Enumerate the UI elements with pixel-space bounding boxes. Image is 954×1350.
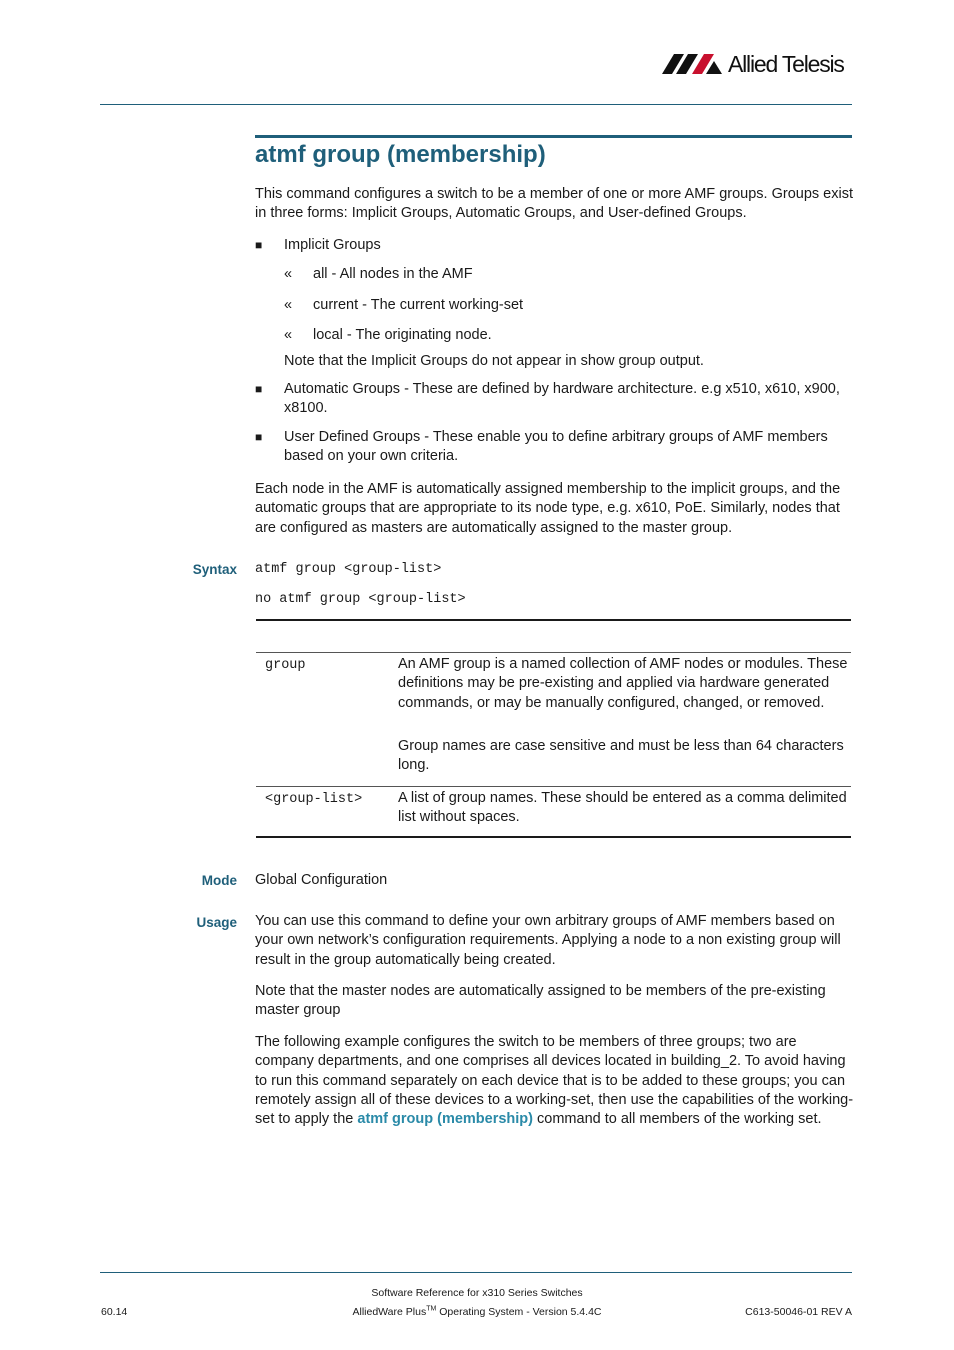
bullet-user-defined-groups: User Defined Groups - These enable you to define arbitrary groups of AMF members based on your own criteria. <box>284 429 828 465</box>
logo-mark-icon <box>662 53 724 75</box>
bullet-implicit-groups: Implicit Groups <box>284 237 381 253</box>
sub-bullet-marker: « <box>284 327 293 343</box>
usage-paragraph-1: You can use this command to define your own arbitrary groups of AMF members based on your own network’s configuration requirements. Applying a node to a non existing group will result in the group automatically being created. <box>255 913 841 968</box>
sub-bullet-current: current - The current working-set <box>313 297 524 313</box>
footer-trademark: TM <box>426 1305 437 1313</box>
allied-telesis-logo <box>662 50 854 78</box>
header-rule <box>100 104 852 105</box>
bullet-marker: ■ <box>255 238 263 252</box>
bullet-marker: ■ <box>255 382 263 396</box>
table-row-rule <box>256 786 851 787</box>
param-name-group-list: <group-list> <box>265 792 363 807</box>
sub-bullet-all: all - All nodes in the AMF <box>313 266 473 282</box>
document-code: C613-50046-01 REV A <box>745 1306 852 1318</box>
usage-p3-text-before: The following example configures the switch to be members of three groups; two are company departments, and one comprises all devices located in building_2. To avoid having to run this command separately on each device that is to be added to these groups; you can remotely assign all of these devices to a working-set, then use the capabilities of the working-set to apply the <box>255 1034 854 1128</box>
sub-bullet-marker: « <box>284 297 293 313</box>
syntax-line-2: no atmf group <group-list> <box>255 592 466 607</box>
sub-bullet-local: local - The originating node. <box>313 327 492 343</box>
implicit-groups-note: Note that the Implicit Groups do not appear in show group output. <box>284 353 704 369</box>
title-bar <box>255 135 852 138</box>
syntax-label: Syntax <box>192 562 237 577</box>
sub-bullet-marker: « <box>284 266 293 282</box>
usage-label: Usage <box>196 915 237 930</box>
table-top-rule <box>256 619 851 621</box>
syntax-line-1: atmf group <group-list> <box>255 562 442 577</box>
param-desc-group: An AMF group is a named collection of AMF nodes or modules. These definitions may be pre-existing and applied via hardware generated commands, or may be manually configured, changed, or removed. <box>398 656 848 711</box>
page-number: 60.14 <box>101 1306 128 1318</box>
param-desc-group-note: Group names are case sensitive and must be less than 64 characters long. <box>398 738 844 774</box>
brand-name: Allied Telesis <box>728 51 844 77</box>
param-desc-group-list: A list of group names. These should be entered as a comma delimited list without spaces. <box>398 790 847 826</box>
usage-paragraph-2: Note that the master nodes are automatically assigned to be members of the pre-existing master group <box>255 983 826 1019</box>
footer-rule <box>100 1272 852 1273</box>
bullet-marker: ■ <box>255 430 263 444</box>
mode-value: Global Configuration <box>255 872 388 888</box>
mode-label: Mode <box>201 873 237 888</box>
usage-p3-text-after: command to all members of the working set. <box>533 1111 822 1128</box>
footer-os-name: AlliedWare Plus <box>352 1306 427 1318</box>
page-title: atmf group (membership) <box>255 141 546 168</box>
bullet-automatic-groups: Automatic Groups - These are defined by hardware architecture. e.g x510, x610, x900, x8100. <box>284 381 840 417</box>
atmf-group-membership-link[interactable]: atmf group (membership) <box>357 1111 533 1128</box>
param-name-group: group <box>265 658 306 673</box>
footer-title: Software Reference for x310 Series Switches <box>371 1287 583 1299</box>
membership-paragraph: Each node in the AMF is automatically assigned membership to the implicit groups, and the automatic groups that are appropriate to its node type, e.g. x610, PoE. Similarly, nodes that are configured as masters are automatically assigned to the master group. <box>255 481 841 536</box>
footer-os-rest: Operating System - Version 5.4.4C <box>436 1306 602 1318</box>
table-bottom-rule <box>256 836 851 838</box>
table-header-rule <box>256 652 851 653</box>
usage-paragraph-3 <box>255 1033 855 1129</box>
intro-paragraph: This command configures a switch to be a member of one or more AMF groups. Groups exist in three forms: Implicit Groups, Automatic Groups, and User-defined Groups. <box>255 186 853 222</box>
